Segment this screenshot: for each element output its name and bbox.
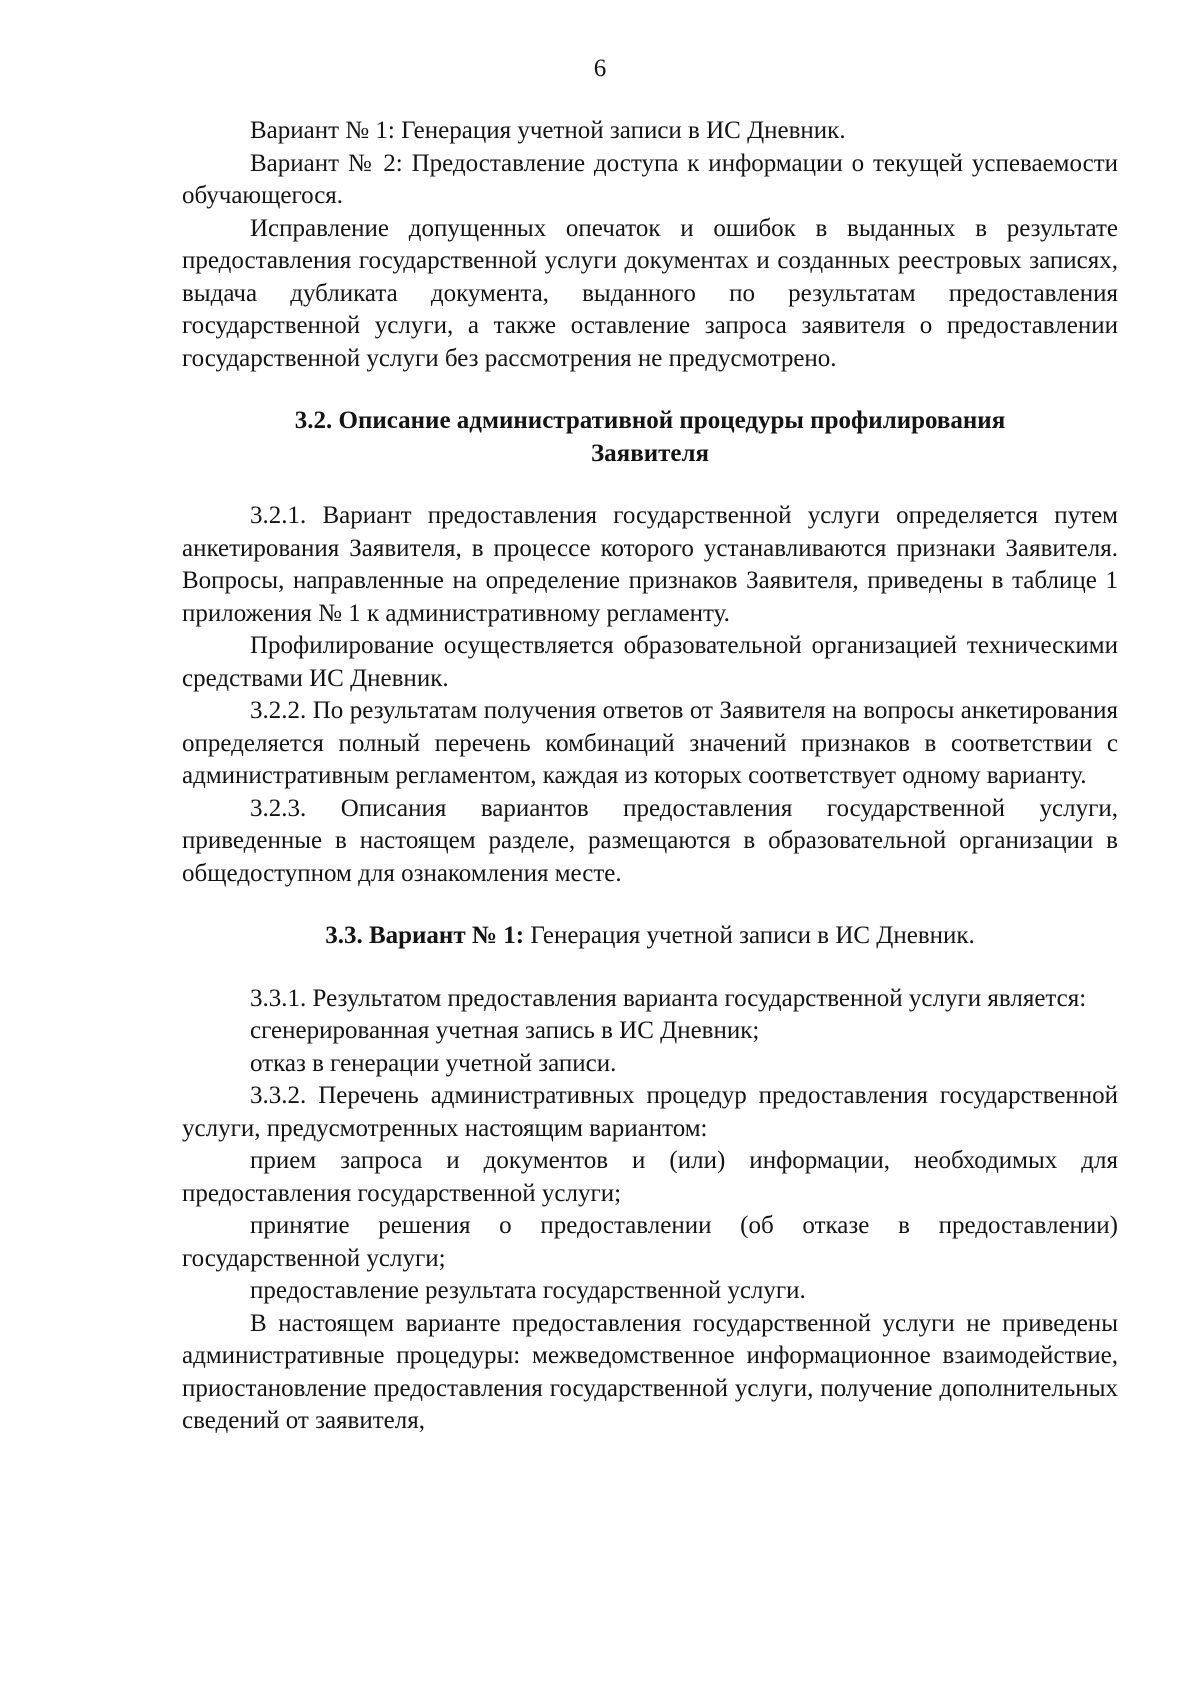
paragraph: В настоящем варианте предоставления государственной услуги не приведены административные процедуры: межведомственное информационное взаимодействие, приостановление предоставления государственной услуги, получение дополнительных сведений от заявителя,	[182, 1309, 1118, 1434]
list-item: предоставление результата государственной услуги.	[250, 1277, 806, 1304]
section-heading-3-3	[182, 920, 1118, 953]
section-heading-bold: 3.3. Вариант № 1:	[325, 922, 525, 949]
paragraph: Профилирование осуществляется образовательной организацией техническими средствами ИС Дневник.	[182, 632, 1118, 692]
paragraph: 3.3.1. Результатом предоставления варианта государственной услуги является:	[250, 984, 1087, 1012]
section-heading-line: Заявителя	[590, 439, 710, 467]
list-item: прием запроса и документов и (или) информации, необходимых для предоставления государственной услуги;	[182, 1147, 1118, 1207]
paragraph: 3.2.2. По результатам получения ответов от Заявителя на вопросы анкетирования определяется полный перечень комбинаций значений признаков в соответствии с административным регламентом, каждая из которых соответствует одному варианту.	[182, 697, 1118, 789]
paragraph: Вариант № 2: Предоставление доступа к информации о текущей успеваемости обучающегося.	[182, 149, 1118, 209]
document-body	[182, 115, 1118, 1438]
paragraph: Вариант № 1: Генерация учетной записи в ИС Дневник.	[250, 117, 846, 144]
paragraph: 3.2.3. Описания вариантов предоставления государственной услуги, приведенные в настоящем разделе, размещаются в образовательной организации в общедоступном для ознакомления месте.	[182, 794, 1118, 887]
paragraph: Исправление допущенных опечаток и ошибок в выданных в результате предоставления государственной услуги документах и созданных реестровых записях, выдача дубликата документа, выданного по результатам предоставления государственной услуги, а также оставление запроса заявителя о предоставлении государственной услуги без рассмотрения не предусмотрено.	[182, 214, 1118, 372]
section-heading-3-2	[182, 405, 1118, 470]
section-heading-line: 3.2. Описание административной процедуры профилирования	[294, 407, 1006, 434]
list-item: сгенерированная учетная запись в ИС Дневник;	[250, 1017, 760, 1044]
list-item: принятие решения о предоставлении (об отказе в предоставлении) государственной услуги;	[182, 1212, 1118, 1272]
list-item: отказ в генерации учетной записи.	[250, 1049, 617, 1077]
paragraph: 3.3.2. Перечень административных процедур предоставления государственной услуги, предусмотренных настоящим вариантом:	[182, 1082, 1118, 1142]
paragraph: 3.2.1. Вариант предоставления государственной услуги определяется путем анкетирования Заявителя, в процессе которого устанавливаются признаки Заявителя. Вопросы, направленные на определение признаков Заявителя, приведены в таблице 1 приложения № 1 к административному регламенту.	[182, 502, 1118, 627]
page-number: 6	[593, 55, 607, 82]
section-heading-rest: Генерация учетной записи в ИС Дневник.	[524, 922, 975, 949]
